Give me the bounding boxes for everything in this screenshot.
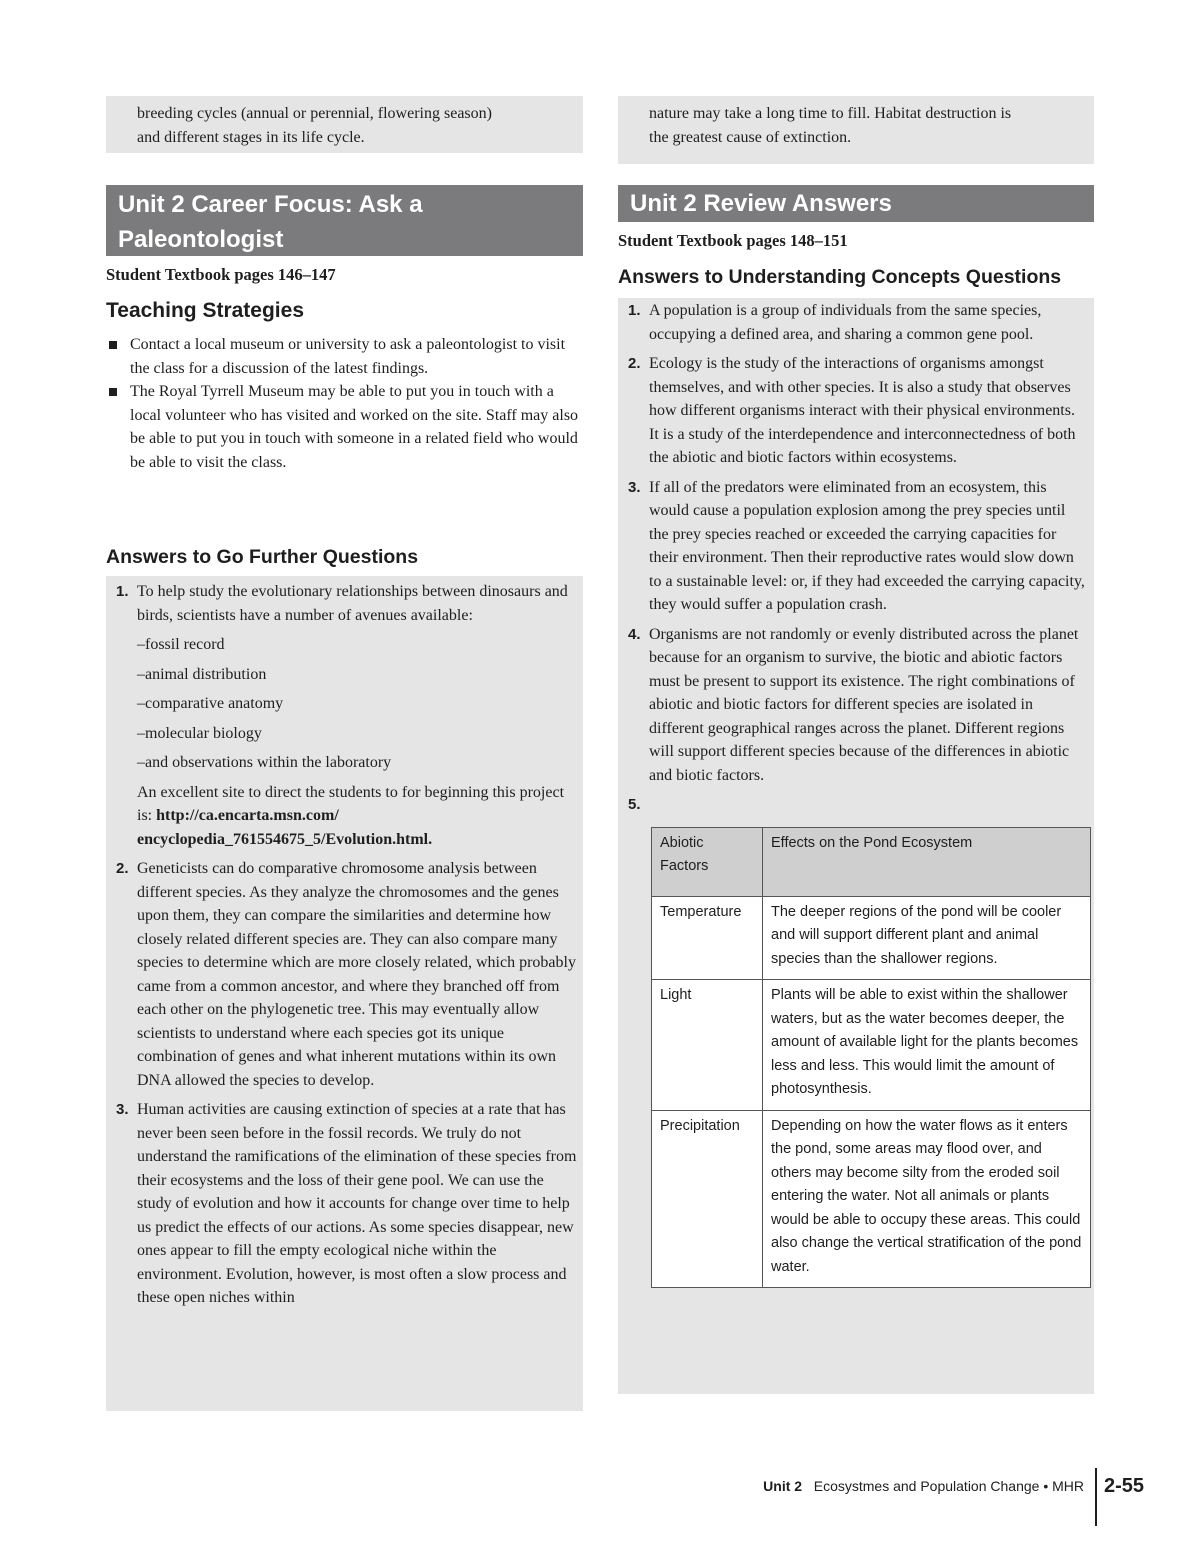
answer-item bbox=[618, 793, 1094, 821]
avenue-item: –comparative anatomy bbox=[137, 695, 284, 712]
teaching-strategies-list bbox=[106, 333, 583, 474]
answer-item bbox=[618, 476, 1094, 617]
table-header-cell: Abiotic Factors bbox=[652, 827, 763, 896]
footer-unit: Unit 2 bbox=[763, 1478, 803, 1494]
continuation-line: nature may take a long time to fill. Habitat destruction is bbox=[649, 105, 1012, 122]
answer-text: A population is a group of individuals from the same species, occupying a defined area, and sharing a common gene pool. bbox=[649, 302, 1042, 343]
banner-line: Unit 2 Career Focus: Ask a bbox=[118, 191, 423, 218]
answer-number: 3. bbox=[628, 478, 641, 496]
site-text: An excellent site to direct the students to for beginning this project is: bbox=[137, 783, 565, 824]
bullet-square-icon bbox=[109, 341, 117, 349]
right-continuation-box bbox=[618, 96, 1094, 164]
concepts-answers-box bbox=[618, 298, 1094, 1394]
list-item bbox=[106, 380, 583, 474]
avenue-item: –and observations within the laboratory bbox=[137, 754, 392, 771]
concepts-answers bbox=[618, 299, 1094, 821]
bullet-square-icon bbox=[109, 388, 117, 396]
bullet-text: Contact a local museum or university to ask a paleontologist to visit the class for a discussion of the latest findings. bbox=[130, 336, 566, 377]
answer-item bbox=[618, 352, 1094, 470]
left-continuation-box bbox=[106, 96, 583, 153]
effect-cell: The deeper regions of the pond will be cooler and will support different plant and animal species than the shallower regions. bbox=[763, 896, 1091, 980]
effect-cell: Plants will be able to exist within the shallower waters, but as the water becomes deeper, the amount of available light for the plants becomes less and less. This would limit the amount of photosynthesis. bbox=[763, 980, 1091, 1111]
table-row bbox=[652, 896, 1091, 980]
go-further-answers bbox=[106, 580, 583, 1310]
continuation-line: the greatest cause of extinction. bbox=[649, 128, 852, 146]
answer-text: Organisms are not randomly or evenly distributed across the planet because for an organism to survive, the biotic and abiotic factors must be present to support its existence. The right combinations of abiotic and biotic factors for different species are isolated in different geographical ranges across the planet. Different regions will support different species because of the differences in abiotic and biotic factors. bbox=[649, 625, 1079, 784]
answer-number: 1. bbox=[116, 583, 129, 600]
teaching-strategies-heading: Teaching Strategies bbox=[106, 299, 305, 322]
avenue-item: –fossil record bbox=[137, 636, 225, 653]
site-paragraph bbox=[137, 781, 579, 852]
answer-number: 5. bbox=[628, 796, 641, 813]
review-answers-banner: Unit 2 Review Answers bbox=[618, 185, 1094, 222]
textbook-pages: Student Textbook pages 148–151 bbox=[618, 231, 848, 250]
bullet-text: The Royal Tyrrell Museum may be able to put you in touch with a local volunteer who has visited and worked on the site. Staff may also be able to put you in touch with someone in a related field who would be able to visit the class. bbox=[130, 383, 579, 471]
pond-ecosystem-table bbox=[651, 827, 1091, 1289]
answer-number: 1. bbox=[628, 302, 641, 319]
answer-text: To help study the evolutionary relationships between dinosaurs and birds, scientists have a number of avenues available: bbox=[137, 583, 568, 624]
table-header-row bbox=[652, 827, 1091, 896]
answer-number: 3. bbox=[116, 1101, 129, 1118]
avenue-item: –animal distribution bbox=[137, 665, 267, 683]
table-row bbox=[652, 1110, 1091, 1288]
factor-cell: Temperature bbox=[652, 896, 763, 980]
understanding-concepts-heading: Answers to Understanding Concepts Questions bbox=[618, 266, 1062, 288]
continuation-line: and different stages in its life cycle. bbox=[137, 128, 365, 146]
effect-cell: Depending on how the water flows as it enters the pond, some areas may flood over, and others may become silty from the eroded soil entering the water. Not all animals or plants would be able to occupy these areas. This could also change the vertical stratification of the pond water. bbox=[763, 1110, 1091, 1288]
factor-cell: Precipitation bbox=[652, 1110, 763, 1288]
answer-number: 2. bbox=[116, 860, 129, 877]
go-further-answers-box bbox=[106, 576, 583, 1411]
footer-divider bbox=[1095, 1468, 1097, 1526]
answer-number: 4. bbox=[628, 625, 641, 643]
evolution-site-link[interactable]: http://ca.encarta.msn.com/ encyclopedia_761554675_5/Evolution.html. bbox=[137, 807, 433, 848]
answer-item bbox=[106, 1098, 583, 1310]
page-number: 2-55 bbox=[1104, 1475, 1145, 1497]
page-footer bbox=[763, 1478, 1084, 1494]
answer-item bbox=[106, 580, 583, 851]
answer-number: 2. bbox=[628, 355, 641, 372]
answer-text: Geneticists can do comparative chromosome analysis between different species. As they analyze the chromosomes and the genes upon them, they can compare the similarities and determine how closely related different species are. They can also compare many species to determine which are more closely related, which probably came from a common ancestor, and where they branched off from each other on the phylogenetic tree. This may eventually allow scientists to understand where each species got its unique combination of genes and what inherent mutations within its own DNA allowed the species to develop. bbox=[137, 860, 576, 1089]
continuation-line: breeding cycles (annual or perennial, flowering season) bbox=[137, 105, 492, 122]
table-header-cell: Effects on the Pond Ecosystem bbox=[763, 827, 1091, 896]
go-further-heading: Answers to Go Further Questions bbox=[106, 546, 419, 568]
answer-text: Human activities are causing extinction of species at a rate that has never been seen before in the fossil records. We truly do not understand the ramifications of the elimination of these species from their ecosystems and the loss of their gene pool. We can use the study of evolution and how it accounts for change over time to help us predict the effects of our actions. As some species disappear, new ones appear to fill the empty ecological niche within the environment. Evolution, however, is most often a slow process and these open niches within bbox=[137, 1101, 577, 1306]
table-row bbox=[652, 980, 1091, 1111]
banner-line: Paleontologist bbox=[118, 226, 284, 253]
textbook-pages: Student Textbook pages 146–147 bbox=[106, 265, 336, 284]
answer-item bbox=[618, 299, 1094, 346]
answer-text: If all of the predators were eliminated from an ecosystem, this would cause a population explosion among the prey species until the prey species reached or exceeded the carrying capacities for their environment. Then their reproductive rates would slow down to a sustainable level: or, if they had exceeded the carrying capacity, they would suffer a population crash. bbox=[649, 478, 1085, 613]
list-item bbox=[106, 333, 583, 380]
footer-title: Ecosystmes and Population Change • MHR bbox=[813, 1478, 1084, 1494]
answer-text: Ecology is the study of the interactions of organisms amongst themselves, and with other species. It is also a study that observes how different organisms interact with their physical environments. It is a study of the interdependence and interconnectedness of both the abiotic and biotic factors within ecosystems. bbox=[649, 355, 1076, 466]
answer-item bbox=[106, 857, 583, 1092]
answer-item bbox=[618, 623, 1094, 788]
avenue-item: –molecular biology bbox=[137, 724, 262, 742]
career-focus-banner bbox=[106, 185, 583, 256]
factor-cell: Light bbox=[652, 980, 763, 1111]
